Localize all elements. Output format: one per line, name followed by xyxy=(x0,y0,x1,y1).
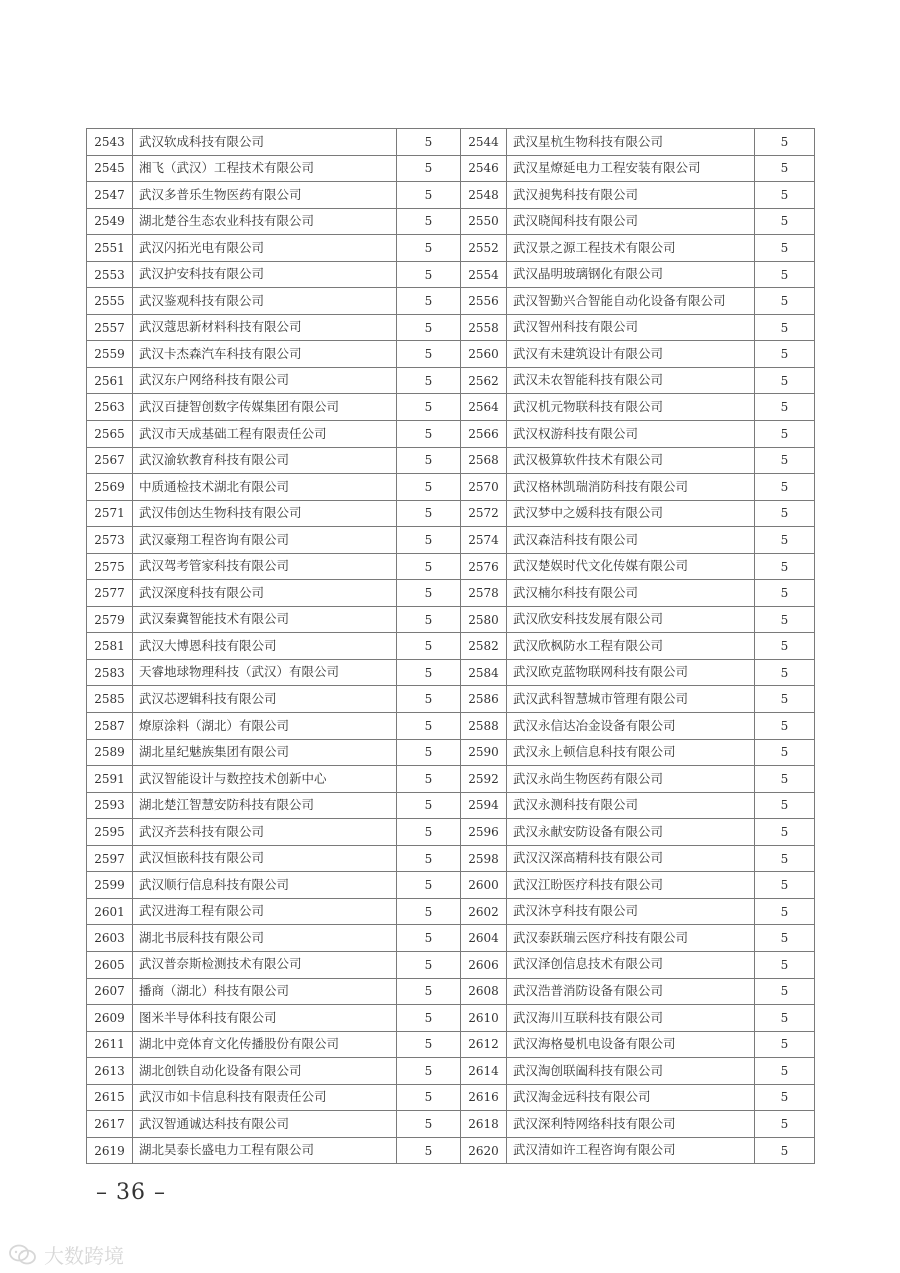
table-row xyxy=(87,925,815,952)
company-name: 武汉永尚生物医药有限公司 xyxy=(507,766,755,793)
company-name: 武汉永献安防设备有限公司 xyxy=(507,819,755,846)
table-row xyxy=(87,288,815,315)
company-name: 武汉权游科技有限公司 xyxy=(507,421,755,448)
row-number: 2551 xyxy=(87,235,133,262)
score-value: 5 xyxy=(755,713,815,740)
row-number: 2578 xyxy=(461,580,507,607)
score-value: 5 xyxy=(397,155,461,182)
row-number: 2560 xyxy=(461,341,507,368)
row-number: 2604 xyxy=(461,925,507,952)
table-row xyxy=(87,739,815,766)
company-name: 武汉景之源工程技术有限公司 xyxy=(507,235,755,262)
company-name: 武汉楚娱时代文化传媒有限公司 xyxy=(507,553,755,580)
company-name: 武汉进海工程有限公司 xyxy=(133,898,397,925)
company-name: 武汉闪拓光电有限公司 xyxy=(133,235,397,262)
company-name: 武汉泽创信息技术有限公司 xyxy=(507,951,755,978)
score-value: 5 xyxy=(755,819,815,846)
row-number: 2548 xyxy=(461,182,507,209)
company-name: 武汉市如卡信息科技有限责任公司 xyxy=(133,1084,397,1111)
table-row xyxy=(87,1005,815,1032)
row-number: 2552 xyxy=(461,235,507,262)
company-name: 武汉永上顿信息科技有限公司 xyxy=(507,739,755,766)
table-row xyxy=(87,792,815,819)
row-number: 2605 xyxy=(87,951,133,978)
score-value: 5 xyxy=(755,659,815,686)
table-row xyxy=(87,394,815,421)
company-name: 武汉护安科技有限公司 xyxy=(133,261,397,288)
table-row xyxy=(87,580,815,607)
score-value: 5 xyxy=(755,367,815,394)
company-name: 武汉机元物联科技有限公司 xyxy=(507,394,755,421)
score-value: 5 xyxy=(397,500,461,527)
company-name: 武汉欧克蓝物联网科技有限公司 xyxy=(507,659,755,686)
table-row xyxy=(87,447,815,474)
score-value: 5 xyxy=(397,1005,461,1032)
row-number: 2544 xyxy=(461,129,507,156)
table-row xyxy=(87,898,815,925)
company-name: 武汉豪翔工程咨询有限公司 xyxy=(133,527,397,554)
row-number: 2553 xyxy=(87,261,133,288)
score-value: 5 xyxy=(755,978,815,1005)
score-value: 5 xyxy=(397,925,461,952)
company-name: 湖北创铁自动化设备有限公司 xyxy=(133,1058,397,1085)
row-number: 2567 xyxy=(87,447,133,474)
company-name: 播商（湖北）科技有限公司 xyxy=(133,978,397,1005)
company-name: 武汉渝软教育科技有限公司 xyxy=(133,447,397,474)
company-name: 武汉深度科技有限公司 xyxy=(133,580,397,607)
watermark xyxy=(8,1240,124,1269)
company-name: 武汉森洁科技有限公司 xyxy=(507,527,755,554)
row-number: 2549 xyxy=(87,208,133,235)
row-number: 2583 xyxy=(87,659,133,686)
company-name: 武汉普奈斯检测技术有限公司 xyxy=(133,951,397,978)
score-value: 5 xyxy=(397,713,461,740)
company-name: 武汉沐亨科技有限公司 xyxy=(507,898,755,925)
score-value: 5 xyxy=(397,129,461,156)
company-name: 武汉东户网络科技有限公司 xyxy=(133,367,397,394)
row-number: 2581 xyxy=(87,633,133,660)
score-value: 5 xyxy=(397,447,461,474)
company-name: 武汉楠尔科技有限公司 xyxy=(507,580,755,607)
row-number: 2546 xyxy=(461,155,507,182)
score-value: 5 xyxy=(397,739,461,766)
score-value: 5 xyxy=(397,208,461,235)
score-value: 5 xyxy=(755,951,815,978)
score-value: 5 xyxy=(755,1111,815,1138)
score-value: 5 xyxy=(755,155,815,182)
company-name: 武汉齐芸科技有限公司 xyxy=(133,819,397,846)
company-name: 武汉伟创达生物科技有限公司 xyxy=(133,500,397,527)
score-value: 5 xyxy=(397,1031,461,1058)
row-number: 2558 xyxy=(461,314,507,341)
company-name: 武汉昶隽科技有限公司 xyxy=(507,182,755,209)
table-row xyxy=(87,474,815,501)
row-number: 2554 xyxy=(461,261,507,288)
company-name: 武汉淘创联阖科技有限公司 xyxy=(507,1058,755,1085)
score-value: 5 xyxy=(397,288,461,315)
company-name: 武汉市天成基础工程有限责任公司 xyxy=(133,421,397,448)
score-value: 5 xyxy=(755,792,815,819)
table-body xyxy=(87,129,815,1164)
table-row xyxy=(87,235,815,262)
row-number: 2596 xyxy=(461,819,507,846)
row-number: 2576 xyxy=(461,553,507,580)
row-number: 2574 xyxy=(461,527,507,554)
score-value: 5 xyxy=(397,872,461,899)
score-value: 5 xyxy=(397,261,461,288)
row-number: 2617 xyxy=(87,1111,133,1138)
table-row xyxy=(87,261,815,288)
score-value: 5 xyxy=(755,606,815,633)
company-name: 武汉软成科技有限公司 xyxy=(133,129,397,156)
table-row xyxy=(87,1031,815,1058)
company-name: 武汉永信达冶金设备有限公司 xyxy=(507,713,755,740)
company-name: 武汉海川互联科技有限公司 xyxy=(507,1005,755,1032)
company-name: 武汉江盼医疗科技有限公司 xyxy=(507,872,755,899)
row-number: 2586 xyxy=(461,686,507,713)
row-number: 2606 xyxy=(461,951,507,978)
company-name: 武汉恒嵌科技有限公司 xyxy=(133,845,397,872)
row-number: 2618 xyxy=(461,1111,507,1138)
row-number: 2591 xyxy=(87,766,133,793)
company-name: 武汉智州科技有限公司 xyxy=(507,314,755,341)
score-value: 5 xyxy=(397,341,461,368)
score-value: 5 xyxy=(755,182,815,209)
score-value: 5 xyxy=(397,367,461,394)
row-number: 2587 xyxy=(87,713,133,740)
watermark-text: 大数跨境 xyxy=(44,1244,124,1268)
row-number: 2613 xyxy=(87,1058,133,1085)
score-value: 5 xyxy=(755,261,815,288)
row-number: 2589 xyxy=(87,739,133,766)
score-value: 5 xyxy=(755,1031,815,1058)
company-name: 燎原涂料（湖北）有限公司 xyxy=(133,713,397,740)
table-row xyxy=(87,553,815,580)
table-row xyxy=(87,872,815,899)
company-name: 湖北书辰科技有限公司 xyxy=(133,925,397,952)
row-number: 2568 xyxy=(461,447,507,474)
row-number: 2593 xyxy=(87,792,133,819)
company-name: 武汉清如许工程咨询有限公司 xyxy=(507,1137,755,1164)
score-value: 5 xyxy=(397,394,461,421)
row-number: 2585 xyxy=(87,686,133,713)
score-value: 5 xyxy=(755,845,815,872)
row-number: 2570 xyxy=(461,474,507,501)
score-value: 5 xyxy=(755,633,815,660)
row-number: 2584 xyxy=(461,659,507,686)
table-row xyxy=(87,659,815,686)
company-name: 武汉多普乐生物医药有限公司 xyxy=(133,182,397,209)
score-value: 5 xyxy=(755,288,815,315)
company-name: 湖北中竞体育文化传播股份有限公司 xyxy=(133,1031,397,1058)
score-value: 5 xyxy=(397,1084,461,1111)
row-number: 2620 xyxy=(461,1137,507,1164)
score-value: 5 xyxy=(755,235,815,262)
score-value: 5 xyxy=(397,182,461,209)
table-row xyxy=(87,527,815,554)
row-number: 2559 xyxy=(87,341,133,368)
score-value: 5 xyxy=(755,1084,815,1111)
company-name: 武汉芯逻辑科技有限公司 xyxy=(133,686,397,713)
score-value: 5 xyxy=(397,819,461,846)
row-number: 2609 xyxy=(87,1005,133,1032)
company-name: 武汉晓闻科技有限公司 xyxy=(507,208,755,235)
row-number: 2564 xyxy=(461,394,507,421)
score-value: 5 xyxy=(397,474,461,501)
table-row xyxy=(87,766,815,793)
company-name: 湖北楚谷生态农业科技有限公司 xyxy=(133,208,397,235)
score-value: 5 xyxy=(397,235,461,262)
row-number: 2616 xyxy=(461,1084,507,1111)
row-number: 2561 xyxy=(87,367,133,394)
company-name: 武汉百捷智创数字传媒集团有限公司 xyxy=(133,394,397,421)
score-value: 5 xyxy=(397,1137,461,1164)
score-value: 5 xyxy=(397,553,461,580)
score-value: 5 xyxy=(397,606,461,633)
wechat-logo-icon xyxy=(8,1243,38,1267)
score-value: 5 xyxy=(397,314,461,341)
row-number: 2572 xyxy=(461,500,507,527)
score-value: 5 xyxy=(755,686,815,713)
company-name: 武汉未农智能科技有限公司 xyxy=(507,367,755,394)
table-row xyxy=(87,713,815,740)
company-name: 武汉深利特网络科技有限公司 xyxy=(507,1111,755,1138)
table-row xyxy=(87,819,815,846)
row-number: 2598 xyxy=(461,845,507,872)
score-value: 5 xyxy=(755,1005,815,1032)
company-name: 武汉智通诚达科技有限公司 xyxy=(133,1111,397,1138)
row-number: 2563 xyxy=(87,394,133,421)
table-row xyxy=(87,633,815,660)
company-name: 武汉星燎延电力工程安装有限公司 xyxy=(507,155,755,182)
company-name: 中质通检技术湖北有限公司 xyxy=(133,474,397,501)
row-number: 2547 xyxy=(87,182,133,209)
row-number: 2599 xyxy=(87,872,133,899)
row-number: 2619 xyxy=(87,1137,133,1164)
company-name: 图米半导体科技有限公司 xyxy=(133,1005,397,1032)
table-row xyxy=(87,500,815,527)
company-name: 武汉欣枫防水工程有限公司 xyxy=(507,633,755,660)
row-number: 2579 xyxy=(87,606,133,633)
score-value: 5 xyxy=(755,739,815,766)
company-name: 武汉大博恩科技有限公司 xyxy=(133,633,397,660)
score-value: 5 xyxy=(397,659,461,686)
page-number: – 36 – xyxy=(96,1180,166,1205)
row-number: 2614 xyxy=(461,1058,507,1085)
table-row xyxy=(87,314,815,341)
company-name: 湘飞（武汉）工程技术有限公司 xyxy=(133,155,397,182)
score-value: 5 xyxy=(755,527,815,554)
company-name: 武汉极算软件技术有限公司 xyxy=(507,447,755,474)
table-row xyxy=(87,1058,815,1085)
row-number: 2565 xyxy=(87,421,133,448)
row-number: 2569 xyxy=(87,474,133,501)
row-number: 2595 xyxy=(87,819,133,846)
score-value: 5 xyxy=(755,129,815,156)
row-number: 2610 xyxy=(461,1005,507,1032)
company-name: 武汉浩普消防设备有限公司 xyxy=(507,978,755,1005)
row-number: 2562 xyxy=(461,367,507,394)
table-row xyxy=(87,686,815,713)
row-number: 2588 xyxy=(461,713,507,740)
company-list-table xyxy=(86,128,815,1164)
row-number: 2597 xyxy=(87,845,133,872)
row-number: 2566 xyxy=(461,421,507,448)
row-number: 2545 xyxy=(87,155,133,182)
score-value: 5 xyxy=(755,872,815,899)
company-name: 武汉鉴观科技有限公司 xyxy=(133,288,397,315)
score-value: 5 xyxy=(397,1058,461,1085)
row-number: 2603 xyxy=(87,925,133,952)
score-value: 5 xyxy=(755,580,815,607)
row-number: 2543 xyxy=(87,129,133,156)
score-value: 5 xyxy=(397,527,461,554)
score-value: 5 xyxy=(397,1111,461,1138)
company-name: 武汉智勤兴合智能自动化设备有限公司 xyxy=(507,288,755,315)
row-number: 2601 xyxy=(87,898,133,925)
row-number: 2577 xyxy=(87,580,133,607)
score-value: 5 xyxy=(755,1137,815,1164)
score-value: 5 xyxy=(397,898,461,925)
score-value: 5 xyxy=(397,580,461,607)
company-name: 武汉晶明玻璃钢化有限公司 xyxy=(507,261,755,288)
table-row xyxy=(87,155,815,182)
company-name: 武汉永测科技有限公司 xyxy=(507,792,755,819)
table-row xyxy=(87,951,815,978)
company-name: 武汉海格曼机电设备有限公司 xyxy=(507,1031,755,1058)
table-row xyxy=(87,1111,815,1138)
company-name: 武汉卡杰森汽车科技有限公司 xyxy=(133,341,397,368)
score-value: 5 xyxy=(755,553,815,580)
company-name: 武汉秦冀智能技术有限公司 xyxy=(133,606,397,633)
company-name: 湖北昊泰长盛电力工程有限公司 xyxy=(133,1137,397,1164)
row-number: 2600 xyxy=(461,872,507,899)
row-number: 2592 xyxy=(461,766,507,793)
row-number: 2555 xyxy=(87,288,133,315)
score-value: 5 xyxy=(397,978,461,1005)
row-number: 2556 xyxy=(461,288,507,315)
score-value: 5 xyxy=(755,898,815,925)
row-number: 2580 xyxy=(461,606,507,633)
table-row xyxy=(87,606,815,633)
row-number: 2573 xyxy=(87,527,133,554)
score-value: 5 xyxy=(755,500,815,527)
company-name: 武汉星杭生物科技有限公司 xyxy=(507,129,755,156)
row-number: 2571 xyxy=(87,500,133,527)
score-value: 5 xyxy=(755,925,815,952)
score-value: 5 xyxy=(755,766,815,793)
score-value: 5 xyxy=(397,951,461,978)
table-row xyxy=(87,367,815,394)
company-name: 武汉智能设计与数控技术创新中心 xyxy=(133,766,397,793)
score-value: 5 xyxy=(755,394,815,421)
company-name: 武汉梦中之媛科技有限公司 xyxy=(507,500,755,527)
table-row xyxy=(87,845,815,872)
row-number: 2550 xyxy=(461,208,507,235)
score-value: 5 xyxy=(397,421,461,448)
row-number: 2582 xyxy=(461,633,507,660)
company-name: 武汉武科智慧城市管理有限公司 xyxy=(507,686,755,713)
score-value: 5 xyxy=(397,766,461,793)
table-row xyxy=(87,1084,815,1111)
row-number: 2575 xyxy=(87,553,133,580)
table-row xyxy=(87,1137,815,1164)
row-number: 2615 xyxy=(87,1084,133,1111)
row-number: 2608 xyxy=(461,978,507,1005)
score-value: 5 xyxy=(755,421,815,448)
row-number: 2607 xyxy=(87,978,133,1005)
score-value: 5 xyxy=(397,792,461,819)
row-number: 2611 xyxy=(87,1031,133,1058)
company-name: 武汉有未建筑设计有限公司 xyxy=(507,341,755,368)
company-name: 湖北楚江智慧安防科技有限公司 xyxy=(133,792,397,819)
company-name: 武汉淘金远科技有限公司 xyxy=(507,1084,755,1111)
company-name: 武汉泰跃瑞云医疗科技有限公司 xyxy=(507,925,755,952)
score-value: 5 xyxy=(755,341,815,368)
score-value: 5 xyxy=(755,447,815,474)
score-value: 5 xyxy=(397,633,461,660)
table-row xyxy=(87,341,815,368)
company-name: 武汉顺行信息科技有限公司 xyxy=(133,872,397,899)
company-name: 武汉汉深高精科技有限公司 xyxy=(507,845,755,872)
table-row xyxy=(87,421,815,448)
company-name: 天睿地球物理科技（武汉）有限公司 xyxy=(133,659,397,686)
row-number: 2557 xyxy=(87,314,133,341)
company-name: 武汉格林凯瑞消防科技有限公司 xyxy=(507,474,755,501)
company-name: 武汉蔻思新材料科技有限公司 xyxy=(133,314,397,341)
company-name: 武汉欣安科技发展有限公司 xyxy=(507,606,755,633)
row-number: 2602 xyxy=(461,898,507,925)
company-name: 湖北星纪魅族集团有限公司 xyxy=(133,739,397,766)
row-number: 2612 xyxy=(461,1031,507,1058)
table-row xyxy=(87,208,815,235)
table-row xyxy=(87,129,815,156)
company-name: 武汉驾考管家科技有限公司 xyxy=(133,553,397,580)
score-value: 5 xyxy=(755,314,815,341)
score-value: 5 xyxy=(397,845,461,872)
score-value: 5 xyxy=(755,1058,815,1085)
row-number: 2594 xyxy=(461,792,507,819)
score-value: 5 xyxy=(755,208,815,235)
score-value: 5 xyxy=(397,686,461,713)
row-number: 2590 xyxy=(461,739,507,766)
table-row xyxy=(87,978,815,1005)
table-row xyxy=(87,182,815,209)
score-value: 5 xyxy=(755,474,815,501)
